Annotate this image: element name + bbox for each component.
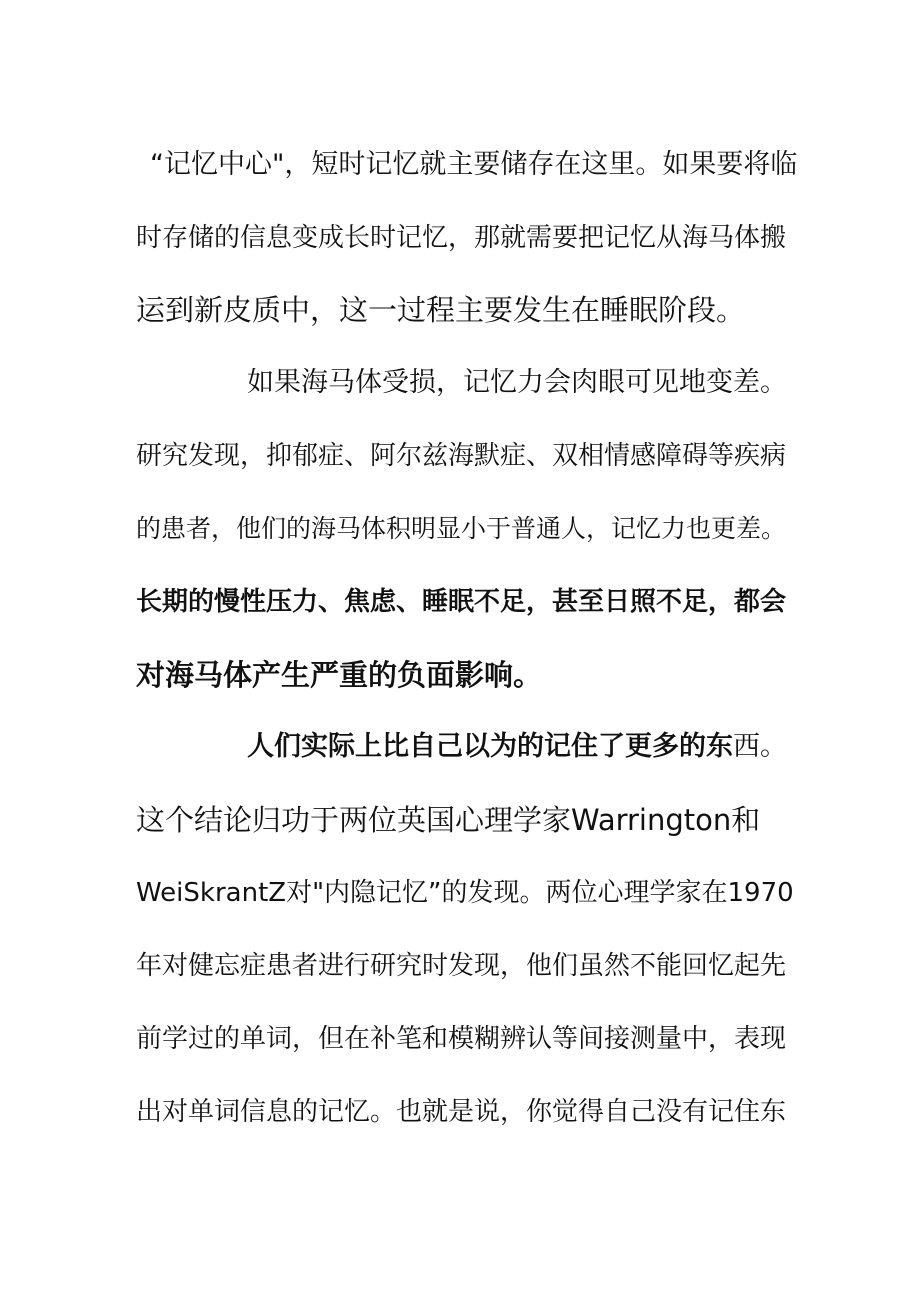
paragraph-1-line-3: 运到新皮质中，这一过程主要发生在睡眠阶段。: [136, 293, 746, 327]
paragraph-2-line-3: 的患者，他们的海马体积明显小于普通人，记忆力也更差。: [136, 514, 787, 543]
bold-statement-line-2: 对海马体产生严重的负面影响。: [136, 658, 543, 692]
paragraph-3-line-6: 出对单词信息的记忆。也就是说，你觉得自己没有记住东: [136, 1097, 787, 1127]
paragraph-3-regular-text: 西。: [733, 731, 787, 762]
paragraph-3-line-1: [247, 727, 787, 767]
paragraph-3-line-3: WeiSkrantZ对"内隐记忆”的发现。两位心理学家在1970: [136, 878, 794, 908]
paragraph-3-bold-text: 人们实际上比自己以为的记住了更多的东: [247, 731, 733, 762]
paragraph-2-line-1: 如果海马体受损，记忆力会肉眼可见地变差。: [247, 367, 787, 398]
paragraph-3-line-4: 年对健忘症患者进行研究时发现，他们虽然不能回忆起先: [136, 951, 787, 981]
paragraph-2-line-2: 研究发现，抑郁症、阿尔兹海默症、双相情感障碍等疾病: [136, 441, 787, 471]
paragraph-3-line-2: 这个结论归功于两位英国心理学家Warrington和: [136, 803, 761, 837]
paragraph-1-line-2: 时存储的信息变成长时记忆，那就需要把记忆从海马体搬: [136, 223, 787, 253]
paragraph-1-line-1: “记忆中心"，短时记忆就主要储存在这里。如果要将临: [150, 149, 798, 180]
bold-statement-line-1: 长期的慢性压力、焦虑、睡眠不足，甚至日照不足，都会: [136, 587, 787, 617]
paragraph-3-line-5: 前学过的单词，但在补笔和模糊辨认等间接测量中，表现: [136, 1024, 787, 1054]
